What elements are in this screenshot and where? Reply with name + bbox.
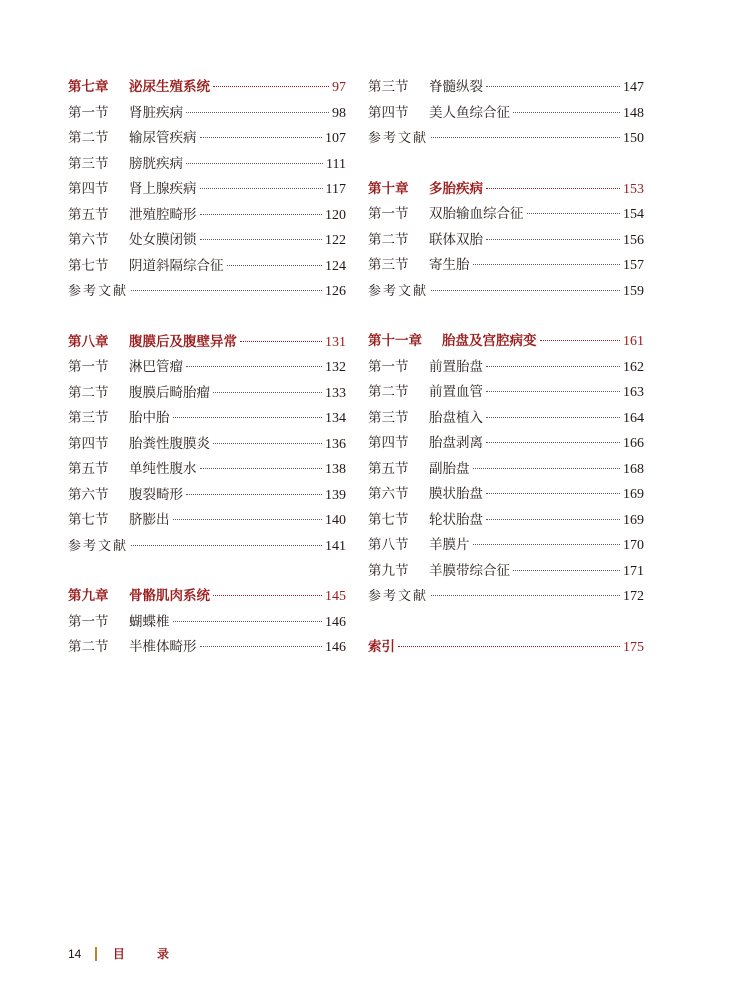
section-number: 第八节 — [368, 537, 409, 553]
section-entry[interactable] — [68, 228, 346, 254]
section-number: 第六节 — [68, 486, 109, 503]
section-number: 第五节 — [68, 461, 109, 477]
section-number: 第一节 — [68, 104, 109, 121]
page-number: 138 — [325, 462, 346, 477]
section-title: 膜状胎盘 — [429, 486, 483, 502]
section-entry[interactable] — [368, 508, 644, 534]
leader-dots — [131, 545, 322, 546]
section-title: 前置血管 — [429, 384, 483, 400]
page-number: 153 — [623, 181, 644, 197]
chapter-entry[interactable] — [68, 330, 346, 356]
page-number: 120 — [325, 207, 346, 223]
leader-dots — [540, 340, 621, 341]
section-number: 第二节 — [68, 130, 109, 146]
leader-dots — [213, 392, 322, 393]
section-entry[interactable] — [68, 483, 346, 509]
section-entry[interactable] — [68, 355, 346, 381]
section-number: 第七节 — [68, 257, 109, 274]
page-number: 156 — [623, 232, 644, 248]
section-number: 第七节 — [368, 511, 409, 528]
page-number: 159 — [623, 283, 644, 299]
leader-dots — [513, 570, 620, 571]
section-entry[interactable] — [368, 533, 644, 559]
page-number: 117 — [325, 182, 346, 197]
page-number: 162 — [623, 359, 644, 375]
chapter-number: 第八章 — [68, 333, 109, 350]
section-entry[interactable] — [368, 101, 644, 127]
section-number: 第九节 — [368, 562, 409, 579]
toc-chapter-block — [68, 330, 346, 560]
page-number: 161 — [623, 334, 644, 349]
section-entry[interactable] — [368, 457, 644, 483]
section-entry[interactable] — [368, 406, 644, 432]
section-number: 第一节 — [368, 206, 409, 222]
section-title: 联体双胎 — [429, 231, 483, 248]
toc-chapter-block — [68, 75, 346, 305]
page-number: 131 — [325, 334, 346, 350]
leader-dots — [200, 214, 323, 215]
section-number: 第四节 — [68, 435, 109, 452]
section-number: 第四节 — [368, 104, 409, 121]
chapter-number: 第十一章 — [368, 333, 422, 349]
leader-dots — [240, 341, 322, 342]
leader-dots — [431, 595, 620, 596]
leader-dots — [486, 391, 620, 392]
chapter-title: 腹膜后及腹壁异常 — [129, 333, 237, 350]
leader-dots — [186, 494, 322, 495]
section-number: 第三节 — [368, 79, 409, 95]
references-label: 参考文献 — [368, 589, 429, 604]
section-entry[interactable] — [368, 431, 644, 457]
leader-dots — [200, 468, 323, 469]
leader-dots — [473, 544, 621, 545]
section-number: 第二节 — [68, 384, 109, 401]
leader-dots — [486, 417, 620, 418]
page-number: 145 — [325, 589, 346, 604]
section-title: 膀胱疾病 — [129, 155, 183, 172]
leader-dots — [186, 366, 322, 367]
section-entry[interactable] — [368, 202, 644, 228]
section-title: 腹裂畸形 — [129, 486, 183, 503]
leader-dots — [486, 188, 620, 189]
leader-dots — [131, 290, 322, 291]
section-entry[interactable] — [68, 635, 346, 661]
section-title: 羊膜片 — [429, 537, 470, 553]
page-number: 171 — [623, 563, 644, 579]
page-number: 126 — [325, 284, 346, 299]
leader-dots — [173, 519, 323, 520]
leader-dots — [173, 621, 323, 622]
leader-dots — [200, 646, 323, 647]
section-entry[interactable] — [368, 559, 644, 585]
toc-chapter-block — [368, 329, 644, 610]
toc-chapter-block — [368, 75, 644, 152]
section-title: 胎盘植入 — [429, 409, 483, 426]
section-entry[interactable] — [68, 152, 346, 178]
page-number: 163 — [623, 385, 644, 400]
section-title: 前置胎盘 — [429, 358, 483, 375]
references-entry[interactable] — [68, 534, 346, 560]
page-number: 175 — [623, 639, 644, 655]
leader-dots — [431, 290, 620, 291]
page-number: 170 — [623, 538, 644, 553]
leader-dots — [527, 213, 621, 214]
page-number: 168 — [623, 461, 644, 477]
section-title: 输尿管疾病 — [129, 130, 197, 146]
chapter-entry[interactable] — [68, 75, 346, 101]
section-title: 腹膜后畸胎瘤 — [129, 384, 210, 401]
index-entry[interactable] — [368, 635, 644, 661]
section-title: 寄生胎 — [429, 257, 470, 273]
section-number: 第五节 — [368, 460, 409, 477]
leader-dots — [227, 265, 323, 266]
leader-dots — [200, 137, 323, 138]
page-number: 169 — [623, 512, 644, 528]
section-entry[interactable] — [368, 380, 644, 406]
section-title: 半椎体畸形 — [129, 639, 197, 655]
page-number: 147 — [623, 80, 644, 95]
section-entry[interactable] — [68, 610, 346, 636]
section-entry[interactable] — [368, 75, 644, 101]
section-number: 第二节 — [68, 639, 109, 655]
section-entry[interactable] — [368, 355, 644, 381]
section-number: 第二节 — [368, 231, 409, 248]
chapter-entry[interactable] — [368, 177, 644, 203]
chapter-entry[interactable] — [68, 584, 346, 610]
section-number: 第三节 — [68, 410, 109, 426]
leader-dots — [398, 646, 620, 647]
section-title: 肾上腺疾病 — [129, 181, 197, 197]
section-entry[interactable] — [68, 254, 346, 280]
section-entry[interactable] — [68, 457, 346, 483]
chapter-title: 胎盘及宫腔病变 — [442, 333, 537, 349]
section-entry[interactable] — [68, 177, 346, 203]
page-number: 136 — [325, 436, 346, 452]
page-number: 122 — [325, 233, 346, 248]
section-title: 脐膨出 — [129, 512, 170, 528]
leader-dots — [186, 163, 323, 164]
leader-dots — [486, 86, 620, 87]
leader-dots — [486, 519, 620, 520]
page-number: 124 — [325, 258, 346, 274]
toc-right-column — [368, 75, 644, 685]
leader-dots — [486, 493, 620, 494]
chapter-number: 第十章 — [368, 180, 409, 197]
section-entry[interactable] — [368, 253, 644, 279]
page-number: 111 — [326, 156, 346, 172]
section-title: 阴道斜隔综合征 — [129, 257, 224, 274]
references-entry[interactable] — [368, 584, 644, 610]
leader-dots — [213, 595, 322, 596]
leader-dots — [213, 86, 329, 87]
page-number: 133 — [325, 385, 346, 401]
references-entry[interactable] — [368, 126, 644, 152]
section-title: 肾脏疾病 — [129, 104, 183, 121]
section-title: 美人鱼综合征 — [429, 104, 510, 121]
leader-dots — [486, 366, 620, 367]
section-number: 第三节 — [368, 257, 409, 273]
page-number: 157 — [623, 258, 644, 273]
footer-title: 目 录 — [112, 947, 184, 961]
section-entry[interactable] — [68, 406, 346, 432]
section-title: 泄殖腔畸形 — [129, 206, 197, 223]
footer-separator — [95, 947, 97, 961]
references-label: 参考文献 — [68, 284, 129, 299]
section-title: 副胎盘 — [429, 460, 470, 477]
section-entry[interactable] — [368, 228, 644, 254]
page-footer — [68, 945, 183, 962]
leader-dots — [200, 188, 323, 189]
page-number: 141 — [325, 538, 346, 554]
section-entry[interactable] — [68, 432, 346, 458]
references-label: 参考文献 — [368, 283, 429, 299]
references-entry[interactable] — [368, 279, 644, 305]
chapter-title: 骨骼肌肉系统 — [129, 588, 210, 604]
section-number: 第六节 — [68, 232, 109, 248]
page-number: 172 — [623, 589, 644, 604]
section-title: 蝴蝶椎 — [129, 613, 170, 630]
page-number: 169 — [623, 487, 644, 502]
section-title: 轮状胎盘 — [429, 511, 483, 528]
section-number: 第五节 — [68, 206, 109, 223]
section-title: 处女膜闭锁 — [129, 232, 197, 248]
section-number: 第一节 — [68, 613, 109, 630]
page-number: 164 — [623, 410, 644, 426]
chapter-entry[interactable] — [368, 329, 644, 355]
page-number: 107 — [325, 131, 346, 146]
leader-dots — [431, 137, 620, 138]
references-label: 参考文献 — [368, 131, 429, 146]
page-number: 132 — [325, 360, 346, 375]
section-number: 第四节 — [68, 181, 109, 197]
toc-chapter-block — [368, 635, 644, 661]
section-title: 淋巴管瘤 — [129, 359, 183, 375]
section-number: 第一节 — [68, 359, 109, 375]
section-number: 第四节 — [368, 435, 409, 451]
chapter-number: 第七章 — [68, 79, 109, 95]
leader-dots — [473, 264, 621, 265]
section-number: 第七节 — [68, 512, 109, 528]
references-entry[interactable] — [68, 279, 346, 305]
section-title: 单纯性腹水 — [129, 461, 197, 477]
chapter-title: 多胎疾病 — [429, 180, 483, 197]
index-label: 索引 — [368, 638, 395, 655]
references-label: 参考文献 — [68, 538, 129, 554]
page-number: 166 — [623, 436, 644, 451]
page-number: 140 — [325, 513, 346, 528]
page-number: 150 — [623, 131, 644, 146]
chapter-number: 第九章 — [68, 588, 109, 604]
page-number: 139 — [325, 487, 346, 503]
leader-dots — [486, 442, 620, 443]
leader-dots — [186, 112, 329, 113]
toc-chapter-block — [368, 177, 644, 305]
section-entry[interactable] — [68, 126, 346, 152]
section-title: 脊髓纵裂 — [429, 79, 483, 95]
page-number: 148 — [623, 105, 644, 121]
section-number: 第三节 — [68, 155, 109, 172]
section-number: 第二节 — [368, 384, 409, 400]
page-number: 98 — [332, 105, 346, 121]
section-title: 胎盘剥离 — [429, 435, 483, 451]
section-entry[interactable] — [68, 203, 346, 229]
page-number: 97 — [332, 80, 346, 95]
leader-dots — [200, 239, 323, 240]
section-title: 双胎输血综合征 — [429, 206, 524, 222]
leader-dots — [473, 468, 621, 469]
section-number: 第一节 — [368, 358, 409, 375]
section-entry[interactable] — [368, 482, 644, 508]
leader-dots — [173, 417, 323, 418]
chapter-title: 泌尿生殖系统 — [129, 79, 210, 95]
section-title: 胎粪性腹膜炎 — [129, 435, 210, 452]
leader-dots — [213, 443, 322, 444]
page-number: 146 — [325, 614, 346, 630]
toc-left-column — [68, 75, 346, 686]
page-number: 146 — [325, 640, 346, 655]
section-title: 胎中胎 — [129, 410, 170, 426]
page-number: 134 — [325, 411, 346, 426]
section-entry[interactable] — [68, 101, 346, 127]
leader-dots — [486, 239, 620, 240]
section-entry[interactable] — [68, 508, 346, 534]
toc-chapter-block — [68, 584, 346, 661]
section-title: 羊膜带综合征 — [429, 562, 510, 579]
section-number: 第三节 — [368, 409, 409, 426]
footer-page-number: 14 — [68, 946, 82, 961]
page-number: 154 — [623, 207, 644, 222]
section-entry[interactable] — [68, 381, 346, 407]
section-number: 第六节 — [368, 486, 409, 502]
leader-dots — [513, 112, 620, 113]
